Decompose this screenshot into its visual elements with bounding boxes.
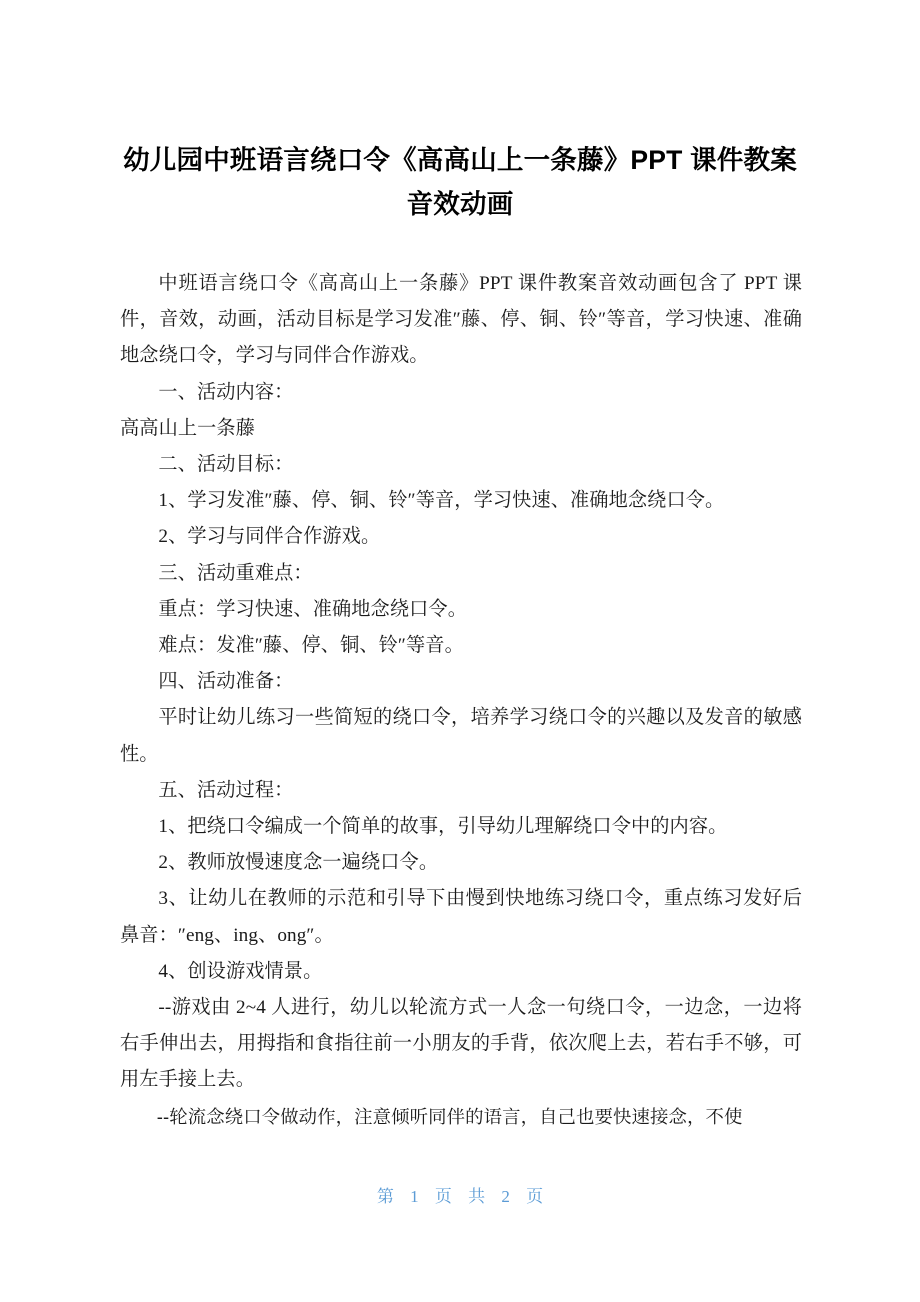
page-title-line-1: 幼儿园中班语言绕口令《高高山上一条藤》PPT 课件教案 [123,145,797,175]
heading-activity-process: 五、活动过程： [158,779,294,801]
document-body [120,266,802,1135]
game-rule-1: --游戏由 2~4 人进行，幼儿以轮流方式一人念一句绕口令，一边念，一边将右手伸出去，用拇指和食指往前一小朋友的手背，依次爬上去，若右手不够，可用左手接上去。 [120,997,802,1091]
paragraph-intro: 中班语言绕口令《高高山上一条藤》PPT 课件教案音效动画包含了 PPT 课件，音效，动画，活动目标是学习发准″藤、停、铜、铃″等音，学习快速、准确地念绕口令，学习与同伴合作游戏。 [120,273,802,367]
process-step-4: 4、创设游戏情景。 [158,960,323,982]
heading-activity-content: 一、活动内容： [158,381,294,403]
preparation-body: 平时让幼儿练习一些简短的绕口令，培养学习绕口令的兴趣以及发音的敏感性。 [120,707,802,765]
heading-activity-goals: 二、活动目标： [158,454,294,476]
keypoint-focus: 重点：学习快速、准确地念绕口令。 [158,598,467,620]
goal-item-1: 1、学习发准″藤、停、铜、铃″等音，学习快速、准确地念绕口令。 [158,490,725,512]
game-rule-2: --轮流念绕口令做动作，注意倾听同伴的语言，自己也要快速接念，不使 [156,1105,743,1127]
page-footer [0,1182,920,1207]
keypoint-difficulty: 难点：发准″藤、停、铜、铃″等音。 [158,635,464,657]
goal-item-2: 2、学习与同伴合作游戏。 [158,526,381,548]
footer-total-label: 共 [468,1187,486,1206]
heading-activity-preparation: 四、活动准备： [158,671,294,693]
page-title-line-2: 音效动画 [406,189,514,219]
footer-page-unit-2: 页 [526,1187,544,1206]
footer-total-pages: 2 [501,1187,510,1206]
process-step-3: 3、让幼儿在教师的示范和引导下由慢到快地练习绕口令，重点练习发好后鼻音：″eng、ing、ong″。 [120,888,802,946]
footer-prefix: 第 [376,1187,394,1206]
process-step-1: 1、把绕口令编成一个简单的故事，引导幼儿理解绕口令中的内容。 [158,816,728,838]
footer-current-page: 1 [410,1187,419,1206]
process-step-2: 2、教师放慢速度念一遍绕口令。 [158,852,439,874]
activity-content-value: 高高山上一条藤 [120,417,256,439]
footer-page-unit-1: 页 [434,1187,452,1206]
heading-activity-keypoints: 三、活动重难点： [158,562,313,584]
page-title [110,138,810,226]
